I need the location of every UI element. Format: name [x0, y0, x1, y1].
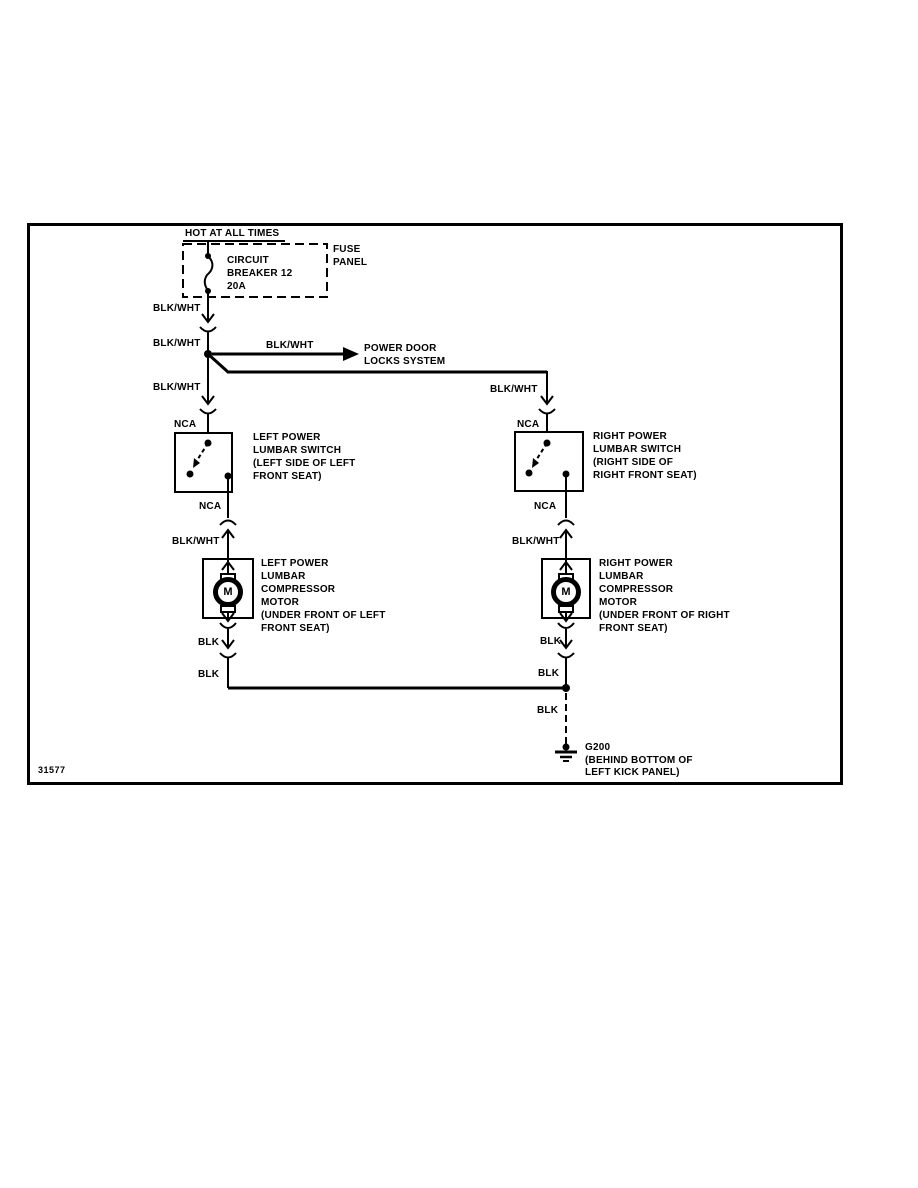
left-motor-label	[261, 557, 386, 635]
figure-number: 31577	[38, 765, 66, 775]
right-motor-line3: COMPRESSOR	[599, 584, 674, 595]
left-motor-line3: COMPRESSOR	[261, 584, 336, 595]
right-motor-line4: MOTOR	[599, 597, 638, 608]
fuse-panel-line1: FUSE	[333, 244, 361, 255]
wire-label-blk-left-1: BLK	[198, 637, 220, 648]
right-switch-line2: LUMBAR SWITCH	[593, 444, 682, 455]
fuse-panel-line2: PANEL	[333, 257, 368, 268]
wire-label-blkwht-right-motor: BLK/WHT	[512, 536, 560, 547]
wire-label-blk-right-1: BLK	[540, 636, 562, 647]
power-door-line1: POWER DOOR	[364, 343, 437, 354]
ground-symbol	[555, 744, 577, 762]
wire-label-nca-right-top: NCA	[517, 419, 540, 430]
ground-label	[585, 742, 693, 780]
wire-left-drop	[200, 354, 216, 433]
right-switch-line3: (RIGHT SIDE OF	[593, 457, 674, 468]
ground-junction-dot	[562, 684, 570, 692]
wire-label-blkwht-left-motor: BLK/WHT	[172, 536, 220, 547]
breaker-line3: 20A	[227, 281, 246, 292]
left-motor-letter: M	[223, 586, 233, 598]
right-switch-line1: RIGHT POWER	[593, 431, 667, 442]
right-motor-letter: M	[561, 586, 571, 598]
wire-left-switch-to-motor	[220, 476, 236, 570]
wire-label-nca-right-bottom: NCA	[534, 501, 557, 512]
circuit-breaker-label	[227, 254, 292, 293]
left-switch-label	[253, 431, 355, 483]
right-motor-line1: RIGHT POWER	[599, 558, 673, 569]
right-switch-label	[593, 430, 697, 482]
wire-label-nca-left-bottom: NCA	[199, 501, 222, 512]
left-lumbar-switch-symbol	[175, 433, 232, 492]
right-motor-line5: (UNDER FRONT OF RIGHT	[599, 610, 730, 621]
left-switch-line1: LEFT POWER	[253, 432, 321, 443]
left-switch-line2: LUMBAR SWITCH	[253, 445, 342, 456]
breaker-line2: BREAKER 12	[227, 268, 293, 279]
left-motor-line5: (UNDER FRONT OF LEFT	[261, 610, 386, 621]
left-motor-line2: LUMBAR	[261, 571, 306, 582]
wire-label-blk-left-2: BLK	[198, 669, 220, 680]
wire-label-blkwht-2: BLK/WHT	[153, 338, 201, 349]
wire-label-blkwht-3: BLK/WHT	[153, 382, 201, 393]
ground-name: G200	[585, 742, 611, 753]
wire-label-blk-ground: BLK	[537, 705, 559, 716]
ground-location-line2: LEFT KICK PANEL)	[585, 767, 680, 778]
right-switch-line4: RIGHT FRONT SEAT)	[593, 470, 697, 481]
left-motor-line6: FRONT SEAT)	[261, 623, 330, 634]
power-door-locks-label	[364, 342, 445, 368]
wire-label-nca-left-top: NCA	[174, 419, 197, 430]
wire-label-blk-right-2: BLK	[538, 668, 560, 679]
wire-label-blkwht-1: BLK/WHT	[153, 303, 201, 314]
right-lumbar-switch-symbol	[515, 432, 583, 491]
circuit-breaker-symbol	[205, 253, 213, 294]
right-motor-label	[599, 557, 730, 635]
right-motor-line2: LUMBAR	[599, 571, 644, 582]
wire-label-blkwht-right: BLK/WHT	[490, 384, 538, 395]
wire-feed	[200, 291, 216, 354]
hot-at-all-times-label: HOT AT ALL TIMES	[185, 228, 280, 239]
ground-location-line1: (BEHIND BOTTOM OF	[585, 754, 693, 766]
left-motor-line1: LEFT POWER	[261, 558, 329, 569]
wire-right-motor-to-ground	[558, 623, 574, 688]
breaker-line1: CIRCUIT	[227, 255, 269, 266]
fuse-panel-label	[333, 243, 367, 269]
left-switch-line3: (LEFT SIDE OF LEFT	[253, 458, 356, 469]
wire-label-blkwht-branch: BLK/WHT	[266, 340, 314, 351]
wire-right-switch-to-motor	[558, 474, 574, 570]
power-door-line2: LOCKS SYSTEM	[364, 356, 446, 367]
right-motor-line6: FRONT SEAT)	[599, 623, 668, 634]
left-motor-line4: MOTOR	[261, 597, 300, 608]
left-switch-line4: FRONT SEAT)	[253, 471, 322, 482]
